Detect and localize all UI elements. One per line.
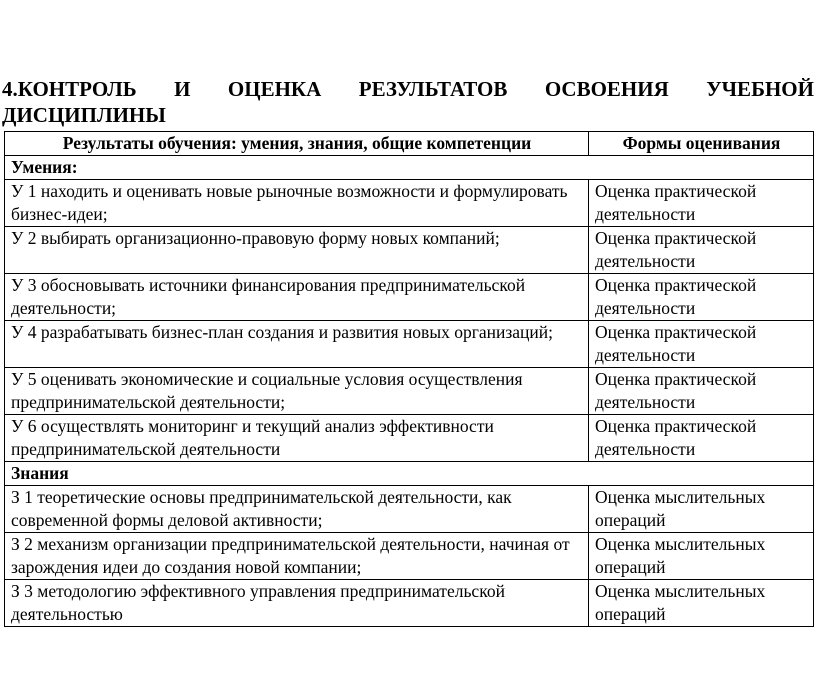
assessment-table xyxy=(4,131,814,627)
form-cell: Оценка мыслительных операций xyxy=(589,533,814,580)
heading-word: И xyxy=(174,77,191,101)
section-title: Знания xyxy=(5,462,814,486)
result-cell: У 3 обосновывать источники финансирования предпринимательской деятельности; xyxy=(5,274,589,321)
section-row-skills xyxy=(5,156,814,180)
result-cell: У 2 выбирать организационно-правовую форму новых компаний; xyxy=(5,227,589,274)
table-row xyxy=(5,415,814,462)
section-heading xyxy=(2,76,814,128)
table-row xyxy=(5,533,814,580)
form-cell: Оценка мыслительных операций xyxy=(589,580,814,627)
result-cell: У 6 осуществлять мониторинг и текущий анализ эффективности предпринимательской деятельности xyxy=(5,415,589,462)
header-forms: Формы оценивания xyxy=(589,132,814,156)
result-cell: У 4 разрабатывать бизнес-план создания и развития новых организаций; xyxy=(5,321,589,368)
table-row xyxy=(5,580,814,627)
form-cell: Оценка практической деятельности xyxy=(589,321,814,368)
form-cell: Оценка мыслительных операций xyxy=(589,486,814,533)
section-row-knowledge xyxy=(5,462,814,486)
section-heading-line-1 xyxy=(2,76,814,102)
table-row xyxy=(5,180,814,227)
form-cell: Оценка практической деятельности xyxy=(589,274,814,321)
result-cell: З 2 механизм организации предпринимательской деятельности, начиная от зарождения идеи до создания новой компании; xyxy=(5,533,589,580)
heading-word: ОСВОЕНИЯ xyxy=(544,77,669,101)
result-cell: У 5 оценивать экономические и социальные условия осуществления предпринимательской деятельности; xyxy=(5,368,589,415)
table-row xyxy=(5,274,814,321)
table-row xyxy=(5,368,814,415)
header-results: Результаты обучения: умения, знания, общие компетенции xyxy=(5,132,589,156)
heading-word: ОЦЕНКА xyxy=(227,77,322,101)
section-title: Умения: xyxy=(5,156,814,180)
table-header-row xyxy=(5,132,814,156)
heading-word: РЕЗУЛЬТАТОВ xyxy=(358,77,508,101)
heading-word: 4.КОНТРОЛЬ xyxy=(2,77,137,101)
form-cell: Оценка практической деятельности xyxy=(589,227,814,274)
table-row xyxy=(5,486,814,533)
section-heading-line-2: ДИСЦИПЛИНЫ xyxy=(2,103,166,127)
result-cell: З 3 методологию эффективного управления предпринимательской деятельностью xyxy=(5,580,589,627)
form-cell: Оценка практической деятельности xyxy=(589,368,814,415)
table-row xyxy=(5,227,814,274)
form-cell: Оценка практической деятельности xyxy=(589,180,814,227)
heading-word: УЧЕБНОЙ xyxy=(706,77,814,101)
form-cell: Оценка практической деятельности xyxy=(589,415,814,462)
table-row xyxy=(5,321,814,368)
result-cell: У 1 находить и оценивать новые рыночные возможности и формулировать бизнес-идеи; xyxy=(5,180,589,227)
result-cell: З 1 теоретические основы предпринимательской деятельности, как современной формы деловой активности; xyxy=(5,486,589,533)
